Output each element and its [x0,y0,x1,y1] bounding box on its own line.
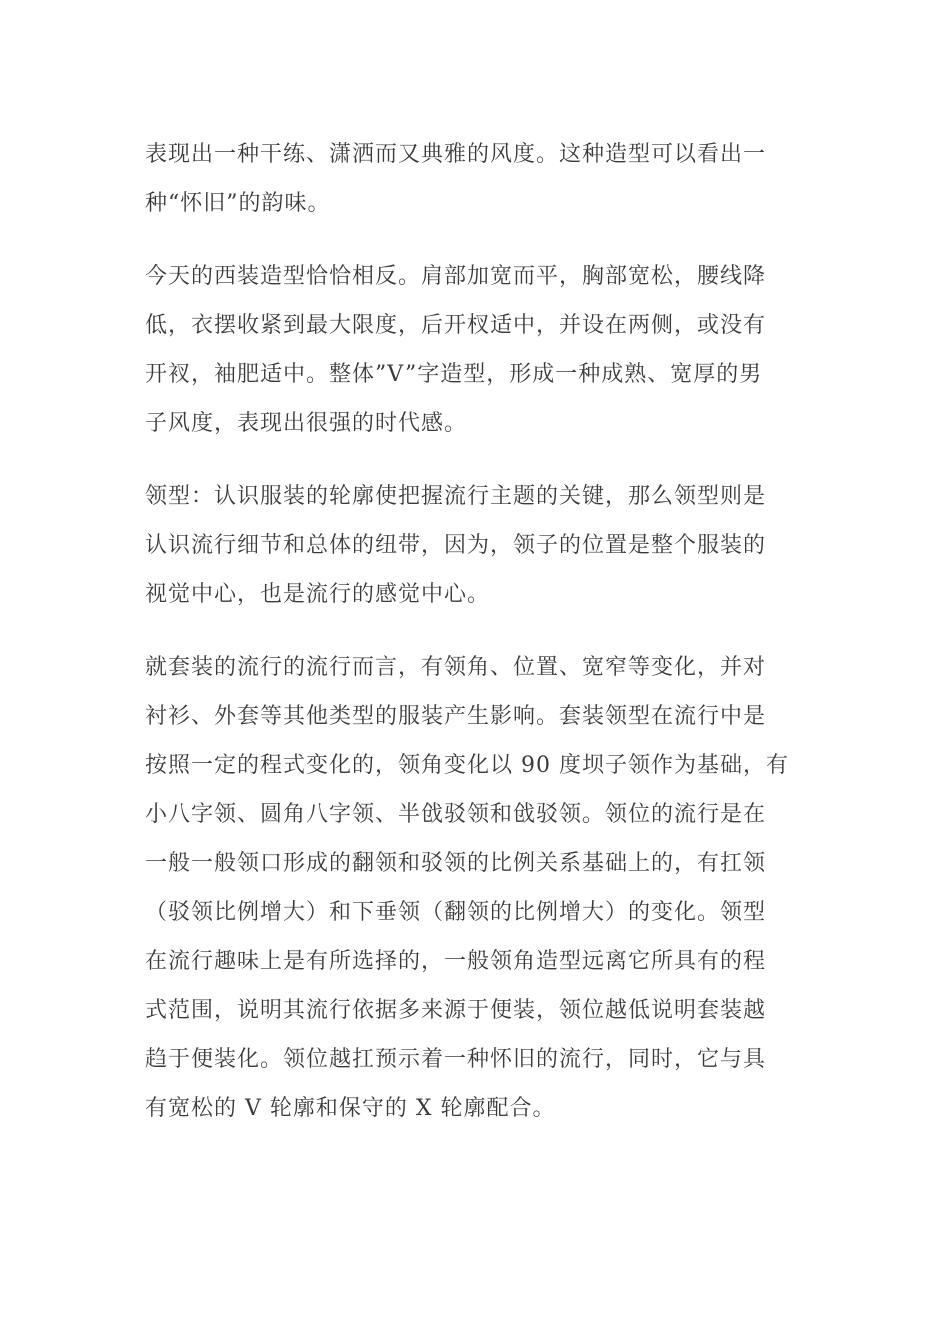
text-line: 就套装的流行的流行而言，有领角、位置、宽窄等变化，并对 [145,655,767,680]
text-line: （驳领比例增大）和下垂领（翻领的比例增大）的变化。领型 [145,900,767,925]
text-line: 式范围，说明其流行依据多来源于便装，领位越低说明套装越 [145,998,767,1023]
paragraph-2 [145,252,805,448]
text-line: 种“怀旧”的韵味。 [145,191,331,216]
paragraph-4 [145,643,805,1133]
text-line: 子风度，表现出很强的时代感。 [145,411,468,436]
text-line: 开衩，袖肥适中。整体”V”字造型，形成一种成熟、宽厚的男 [145,362,763,387]
paragraph-3 [145,472,805,619]
document-body [145,130,805,1157]
text-line: 今天的西装造型恰恰相反。肩部加宽而平，胸部宽松，腰线降 [145,264,767,289]
text-line: 一般一般领口形成的翻领和驳领的比例关系基础上的，有扛领 [145,851,767,876]
text-line: 在流行趣味上是有所选择的，一般领角造型远离它所具有的程 [145,949,767,974]
text-line: 视觉中心，也是流行的感觉中心。 [145,582,491,607]
text-line: 认识流行细节和总体的纽带，因为，领子的位置是整个服装的 [145,533,767,558]
text-line: 有宽松的 V 轮廓和保守的 X 轮廓配合。 [145,1096,556,1121]
paragraph-1 [145,130,805,228]
text-line: 领型：认识服装的轮廓使把握流行主题的关键，那么领型则是 [145,484,767,509]
text-line: 衬衫、外套等其他类型的服装产生影响。套装领型在流行中是 [145,704,767,729]
text-line: 趋于便装化。领位越扛预示着一种怀旧的流行，同时，它与具 [145,1047,767,1072]
text-line: 表现出一种干练、潇洒而又典雅的风度。这种造型可以看出一 [145,142,767,167]
text-line: 低，衣摆收紧到最大限度，后开杈适中，并设在两侧，或没有 [145,313,767,338]
text-line: 小八字领、圆角八字领、半戗驳领和戗驳领。领位的流行是在 [145,802,767,827]
text-line: 按照一定的程式变化的，领角变化以 90 度坝子领作为基础，有 [145,753,789,778]
